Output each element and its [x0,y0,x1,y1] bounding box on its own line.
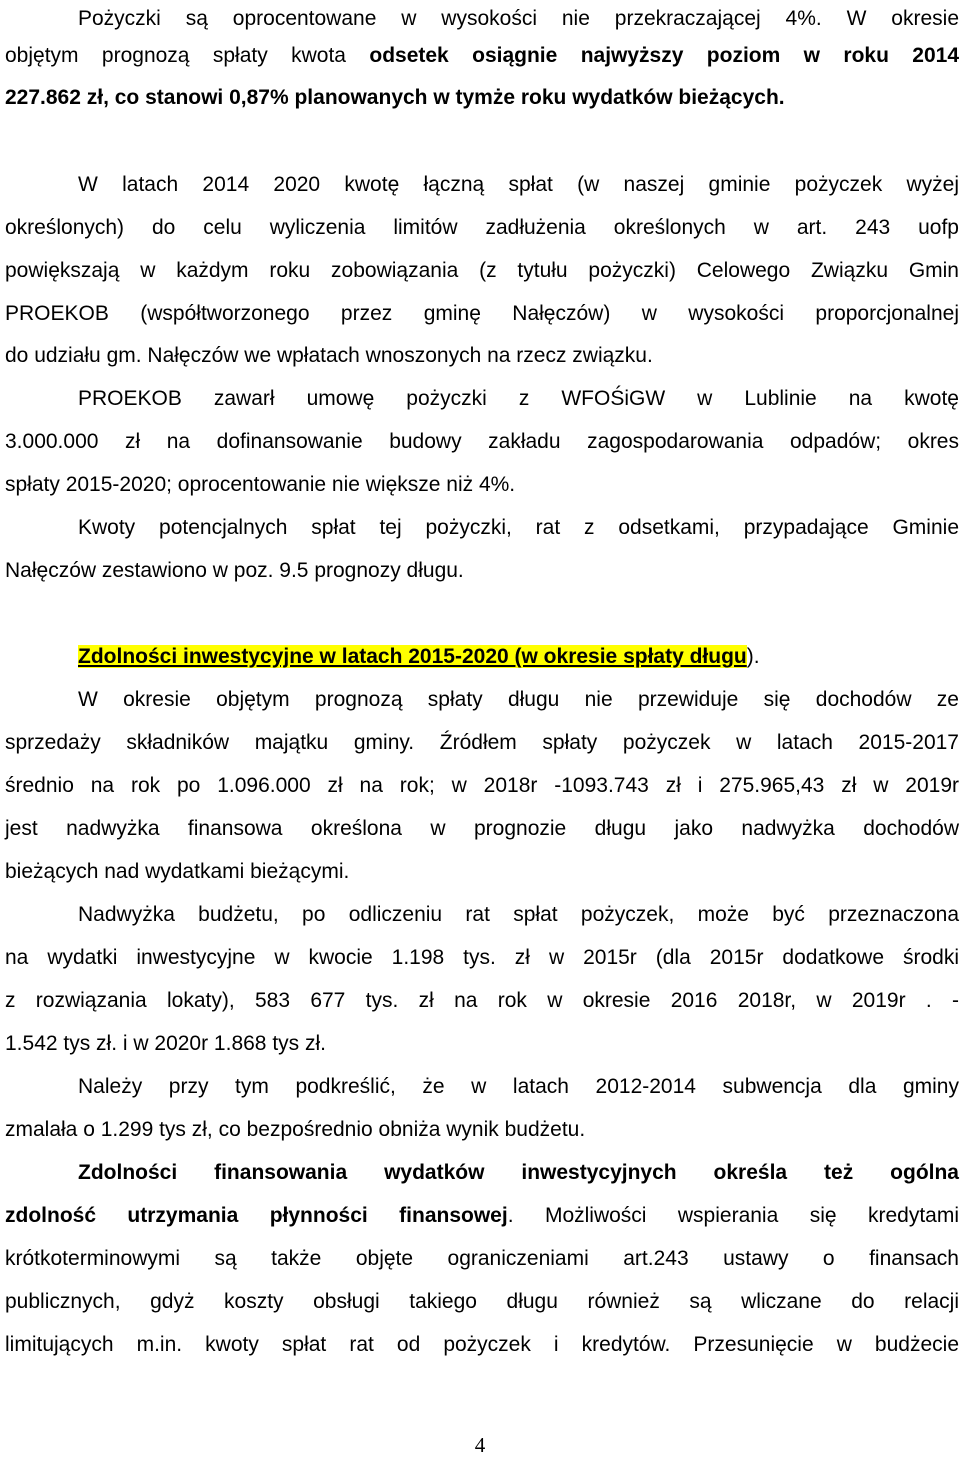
paragraph-2-line-2: określonych) do celu wyliczenia limitów zadłużenia określonych w art. 243 uofp [5,216,959,239]
highlighted-heading-text: Zdolności inwestycyjne w latach 2015-2020 (w okresie spłaty długu [78,645,747,668]
page-number: 4 [474,1433,486,1457]
paragraph-5-line-5: bieżących nad wydatkami bieżącymi. [5,860,350,883]
paragraph-6-line-4: 1.542 tys zł. i w 2020r 1.868 tys zł. [5,1032,326,1055]
paragraph-2-line-4: PROEKOB (współtworzonego przez gminę Nałęczów) w wysokości proporcjonalnej [5,302,959,325]
paragraph-4-line-2: Nałęczów zestawiono w poz. 9.5 prognozy długu. [5,559,464,582]
paragraph-5-line-4: jest nadwyżka finansowa określona w prognozie długu jako nadwyżka dochodów [5,817,959,840]
paragraph-8-line-3: krótkoterminowymi są także objęte ograniczeniami art.243 ustawy o finansach [5,1247,959,1270]
paragraph-6-line-1: Nadwyżka budżetu, po odliczeniu rat spłat pożyczek, może być przeznaczona [78,903,959,926]
paragraph-2-line-5: do udziału gm. Nałęczów we wpłatach wnoszonych na rzecz związku. [5,344,653,367]
paragraph-1-line-2: objętym prognozą spłaty kwota odsetek osiągnie najwyższy poziom w roku 2014 [5,44,960,67]
paragraph-8-line-2: zdolność utrzymania płynności finansowej. Możliwości wspierania się kredytami [5,1204,959,1227]
paragraph-8-line-4: publicznych, gdyż koszty obsługi takiego długu również są wliczane do relacji [5,1290,959,1313]
paragraph-3-line-2: 3.000.000 zł na dofinansowanie budowy zakładu zagospodarowania odpadów; okres [5,430,959,453]
paragraph-3-line-3: spłaty 2015-2020; oprocentowanie nie większe niż 4%. [5,473,516,496]
paragraph-5-line-1: W okresie objętym prognozą spłaty długu nie przewiduje się dochodów ze [78,688,959,711]
paragraph-6-line-2: na wydatki inwestycyjne w kwocie 1.198 tys. zł w 2015r (dla 2015r dodatkowe środki [5,946,959,969]
bold-liquidity-phrase: zdolność utrzymania płynności finansowej [5,1204,508,1227]
paragraph-6-line-3: z rozwiązania lokaty), 583 677 tys. zł na rok w okresie 2016 2018r, w 2019r . - [5,989,959,1012]
paragraph-5-line-3: średnio na rok po 1.096.000 zł na rok; w 2018r -1093.743 zł i 275.965,43 zł w 2019r [5,774,959,797]
paragraph-2-line-3: powiększają w każdym roku zobowiązania (z tytułu pożyczki) Celowego Związku Gmin [5,259,959,282]
paragraph-4-line-1: Kwoty potencjalnych spłat tej pożyczki, rat z odsetkami, przypadające Gminie [78,516,959,539]
paragraph-8-line-5: limitujących m.in. kwoty spłat rat od pożyczek i kredytów. Przesunięcie w budżecie [5,1333,959,1356]
paragraph-8-line-1: Zdolności finansowania wydatków inwestycyjnych określa też ogólna [78,1161,959,1184]
bold-interest-phrase: odsetek osiągnie najwyższy poziom w roku 2014 [369,44,960,67]
paragraph-5-line-2: sprzedaży składników majątku gminy. Źródłem spłaty pożyczek w latach 2015-2017 [5,731,959,754]
paragraph-3-line-1: PROEKOB zawarł umowę pożyczki z WFOŚiGW w Lublinie na kwotę [78,387,959,410]
paragraph-7-line-2: zmalała o 1.299 tys zł, co bezpośrednio obniża wynik budżetu. [5,1118,586,1141]
paragraph-1-line-1: Pożyczki są oprocentowane w wysokości nie przekraczającej 4%. W okresie [78,7,959,30]
paragraph-7-line-1: Należy przy tym podkreślić, że w latach 2012-2014 subwencja dla gminy [78,1075,959,1098]
section-heading: Zdolności inwestycyjne w latach 2015-2020 (w okresie spłaty długu). [78,645,760,668]
paragraph-2-line-1: W latach 2014 2020 kwotę łączną spłat (w naszej gminie pożyczek wyżej [78,173,959,196]
paragraph-1-line-3: 227.862 zł, co stanowi 0,87% planowanych w tymże roku wydatków bieżących. [5,86,785,109]
